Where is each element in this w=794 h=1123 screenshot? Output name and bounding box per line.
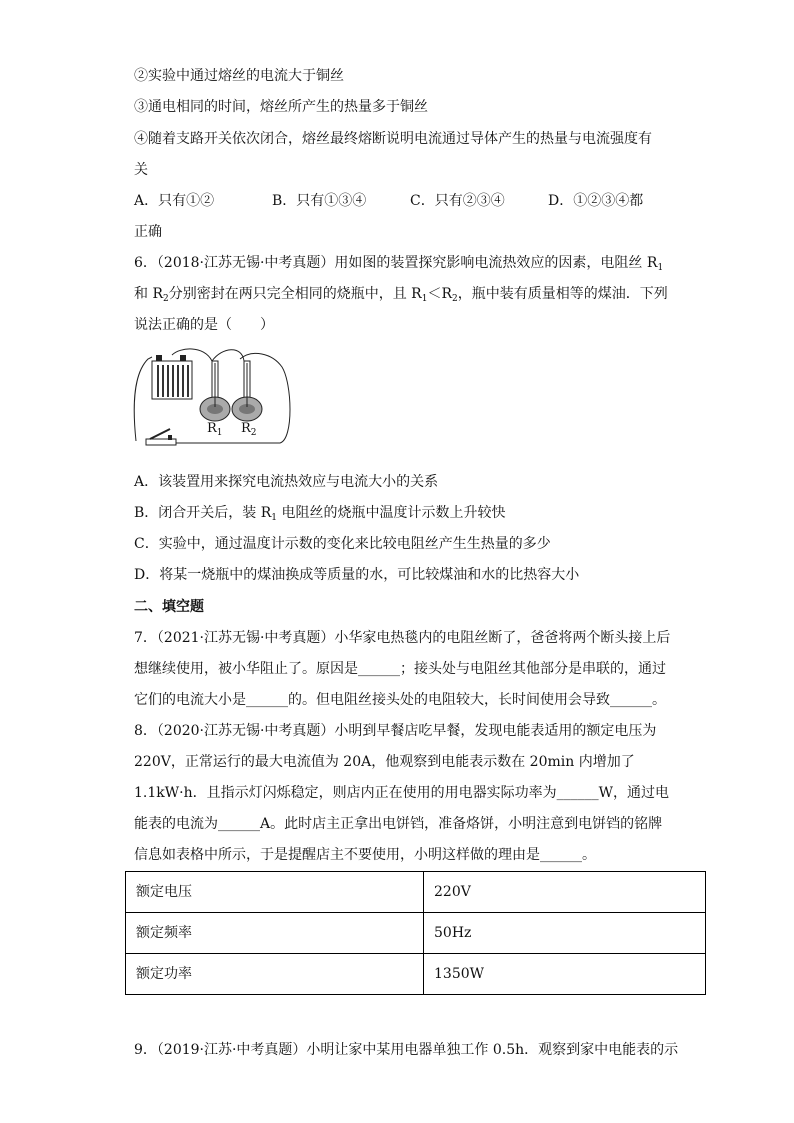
- q6-option-c: C．实验中，通过温度计示数的变化来比较电阻丝产生生热量的多少: [134, 536, 551, 552]
- q8-stem-line-3: 1.1kW·h．且指示灯闪烁稳定，则店内正在使用的用电器实际功率为______W，通过电: [134, 785, 669, 801]
- flask-r1-icon: [200, 361, 230, 421]
- q8-stem-line-1: 8．（2020·江苏无锡·中考真题）小明到早餐店吃早餐，发现电能表适用的额定电压为: [134, 723, 657, 739]
- q8-stem-line-2: 220V，正常运行的最大电流值为 20A，他观察到电能表示数在 20min 内增加了: [134, 754, 635, 770]
- q7-stem-line-2: 想继续使用，被小华阻止了。原因是______；接头处与电阻丝其他部分是串联的，通过: [134, 661, 666, 677]
- table-cell-label: 额定电压: [126, 872, 424, 913]
- circuit-diagram: [132, 343, 294, 457]
- q7-stem-line-1: 7．（2021·江苏无锡·中考真题）小华家电热毯内的电阻丝断了，爸爸将两个断头接上后: [134, 630, 671, 646]
- q6-option-b: B．闭合开关后，装 $R_1$ 电阻丝的烧瓶中温度计示数上升较快: [134, 505, 506, 523]
- q6-stem-line-1: 6．（2018·江苏无锡·中考真题）用如图的装置探究影响电流热效应的因素，电阻丝 $R_1$: [134, 255, 664, 273]
- wire-top: [172, 349, 212, 361]
- q5-statement-4: ④随着支路开关依次闭合，熔丝最终熔断说明电流通过导体产生的热量与电流强度有: [134, 131, 652, 147]
- section-heading-fill-blank: 二、填空题: [134, 599, 204, 615]
- table-cell-label: 额定频率: [126, 913, 424, 954]
- wire-left: [134, 357, 152, 441]
- q9-stem-line-1: 9．（2019·江苏·中考真题）小明让家中某用电器单独工作 0.5h．观察到家中电能表的示: [134, 1042, 679, 1058]
- flask-r2-icon: [232, 361, 262, 421]
- q6-option-d: D．将某一烧瓶中的煤油换成等质量的水，可比较煤油和水的比热容大小: [134, 567, 580, 583]
- wire-top-2: [212, 350, 244, 361]
- q8-stem-line-5: 信息如表格中所示，于是提醒店主不要使用，小明这样做的理由是______。: [134, 847, 596, 863]
- table-row: [126, 913, 706, 954]
- q6-stem-line-2: 和 $R_2$分别密封在两只完全相同的烧瓶中，且 $R_1<R_2$，瓶中装有质量相等的煤油．下列: [134, 286, 668, 304]
- q5-statement-4-cont: 关: [134, 162, 148, 178]
- r2-label: $R_2$: [241, 421, 257, 438]
- switch-icon: [146, 429, 176, 445]
- nameplate-table: [125, 871, 706, 995]
- q5-option-a: A．只有①②: [134, 193, 215, 209]
- q6-stem-line-3: 说法正确的是（ ）: [134, 317, 274, 333]
- table-cell-label: 额定功率: [126, 954, 424, 995]
- table-row: [126, 954, 706, 995]
- q5-statement-3: ③通电相同的时间，熔丝所产生的热量多于铜丝: [134, 99, 428, 115]
- battery-icon: [152, 355, 192, 399]
- q7-stem-line-3: 它们的电流大小是______的。但电阻丝接头处的电阻较大，长时间使用会导致______。: [134, 692, 666, 708]
- q8-stem-line-4: 能表的电流为______A。此时店主正拿出电饼铛，准备烙饼，小明注意到电饼铛的铭牌: [134, 816, 663, 832]
- table-cell-value: 1350W: [424, 954, 706, 995]
- q5-option-d-cont: 正确: [134, 224, 162, 240]
- q5-option-c: C．只有②③④: [410, 193, 505, 209]
- q5-option-b: B．只有①③④: [272, 193, 367, 209]
- table-cell-value: 50Hz: [424, 913, 706, 954]
- q5-statement-2: ②实验中通过熔丝的电流大于铜丝: [134, 68, 344, 84]
- q5-option-d: D．①②③④都: [548, 193, 644, 209]
- q6-option-a: A．该装置用来探究电流热效应与电流大小的关系: [134, 474, 439, 490]
- table-cell-value: 220V: [424, 872, 706, 913]
- r1-label: $R_1$: [207, 421, 223, 438]
- table-row: [126, 872, 706, 913]
